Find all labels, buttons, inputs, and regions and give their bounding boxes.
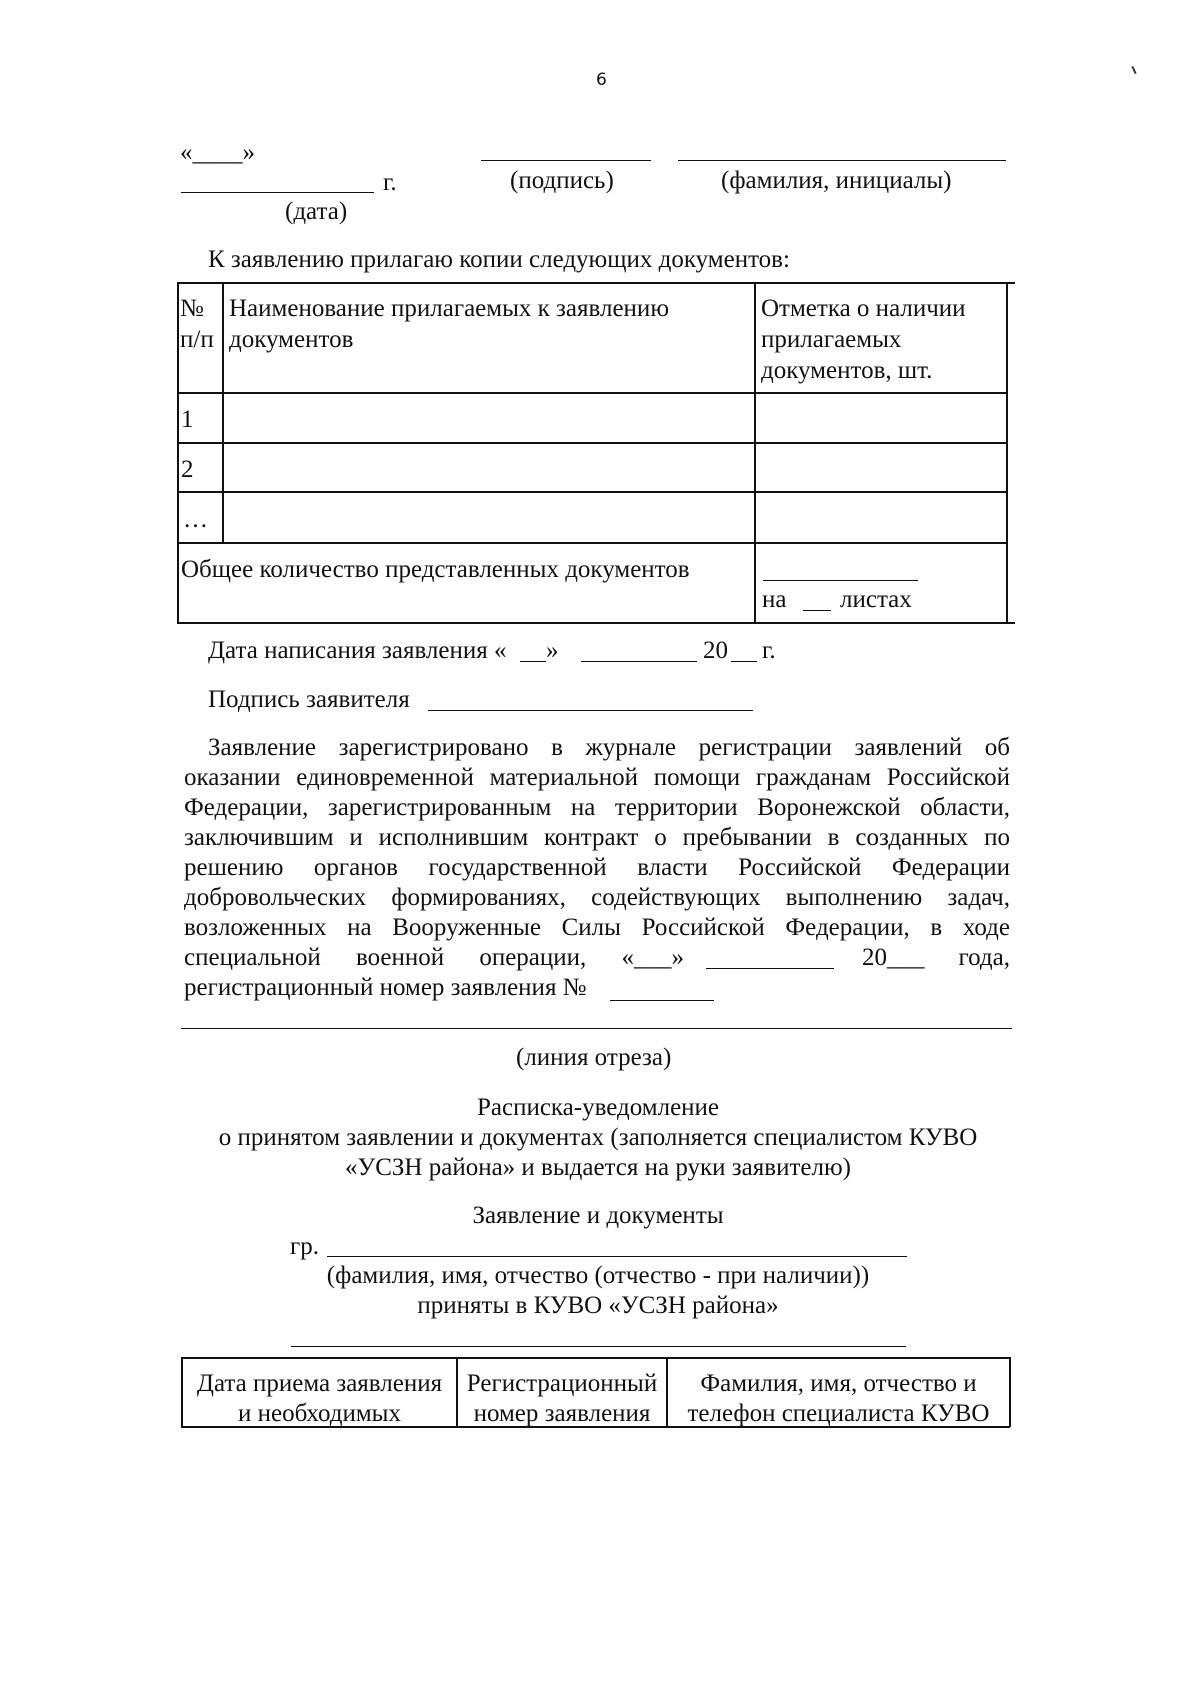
- registration-line-5: решению органов государственной власти Российской Федерации: [184, 854, 1010, 881]
- registration-line-6: добровольческих формированиях, содействующих выполнению задач,: [184, 884, 1010, 911]
- registration-line-8b: 20___ года,: [862, 944, 1010, 971]
- receipt-subtitle-1: о принятом заявлении и документах (заполняется специалистом КУВО: [218, 1124, 978, 1151]
- table-header-num: № п/п: [180, 295, 214, 353]
- sheets-count-line: [803, 610, 831, 611]
- registration-number-label: регистрационный номер заявления №: [184, 974, 587, 1001]
- application-year-prefix: 20: [703, 637, 728, 664]
- application-date-label: Дата написания заявления «: [208, 637, 507, 664]
- application-year-suffix: г.: [762, 637, 776, 664]
- application-quote-close: »: [546, 637, 559, 664]
- registration-number-line: [610, 1000, 714, 1001]
- receipt-col2-header: Регистрационный номер заявления: [466, 1370, 658, 1427]
- applicant-signature-line: [428, 710, 753, 711]
- fio-label: (фамилия, имя, отчество (отчество - при наличии)): [326, 1262, 870, 1289]
- registration-month-line: [706, 968, 834, 969]
- scan-mark: [1131, 66, 1136, 74]
- application-year-line: [731, 661, 757, 662]
- page-number: 6: [596, 70, 607, 90]
- date-label: (дата): [285, 198, 348, 225]
- application-month-line: [581, 661, 697, 662]
- name-label: (фамилия, инициалы): [721, 167, 952, 194]
- cut-line-label: (линия отреза): [516, 1044, 672, 1071]
- sheets-prefix: на: [762, 586, 787, 613]
- name-line: [678, 160, 1006, 161]
- registration-line-3: Федерации, зарегистрированным на территории Воронежской области,: [184, 794, 1010, 821]
- cut-line: [181, 1028, 1012, 1029]
- accepted-signature-line: [291, 1346, 906, 1347]
- citizen-prefix: гр.: [290, 1233, 320, 1260]
- total-label: Общее количество представленных документов: [181, 556, 690, 583]
- registration-line-8a: специальной военной операции, «___»: [184, 944, 684, 971]
- registration-line-7: возложенных на Вооруженные Силы Российской Федерации, в ходе: [184, 914, 1010, 941]
- accepted-label: приняты в КУВО «УСЗН района»: [417, 1292, 779, 1319]
- table-row-2-num: 2: [181, 456, 194, 483]
- applicant-signature-label: Подпись заявителя: [208, 686, 410, 713]
- signature-line: [481, 160, 651, 161]
- citizen-name-line: [327, 1256, 907, 1257]
- year-suffix: г.: [383, 169, 397, 196]
- table-row-3-num: …: [183, 506, 208, 533]
- receipt-docs-heading: Заявление и документы: [472, 1202, 724, 1229]
- table-row-1-num: 1: [181, 406, 194, 433]
- table-header-mark: Отметка о наличии прилагаемых документов, шт.: [761, 295, 966, 384]
- registration-line-4: заключившим и исполнившим контракт о пребывании в созданных по: [184, 824, 1010, 851]
- registration-line-2: оказании единовременной материальной помощи гражданам Российской: [184, 764, 1010, 791]
- table-header-name: Наименование прилагаемых к заявлению документов: [229, 295, 669, 353]
- total-count-line: [763, 580, 918, 581]
- date-line: [181, 192, 374, 193]
- receipt-title: Расписка-уведомление: [476, 1094, 720, 1121]
- sheets-suffix: листах: [840, 586, 912, 613]
- date-quote: «____»: [180, 139, 255, 166]
- receipt-subtitle-2: «УСЗН района» и выдается на руки заявителю): [345, 1154, 851, 1181]
- signature-label: (подпись): [510, 167, 614, 194]
- receipt-col3-header: Фамилия, имя, отчество и телефон специалиста КУВО: [687, 1370, 990, 1427]
- application-day-line: [520, 661, 546, 662]
- registration-line-1: Заявление зарегистрировано в журнале регистрации заявлений об: [208, 734, 1010, 761]
- receipt-col1-header: Дата приема заявления и необходимых: [196, 1370, 443, 1427]
- attachments-intro: К заявлению прилагаю копии следующих документов:: [208, 246, 790, 273]
